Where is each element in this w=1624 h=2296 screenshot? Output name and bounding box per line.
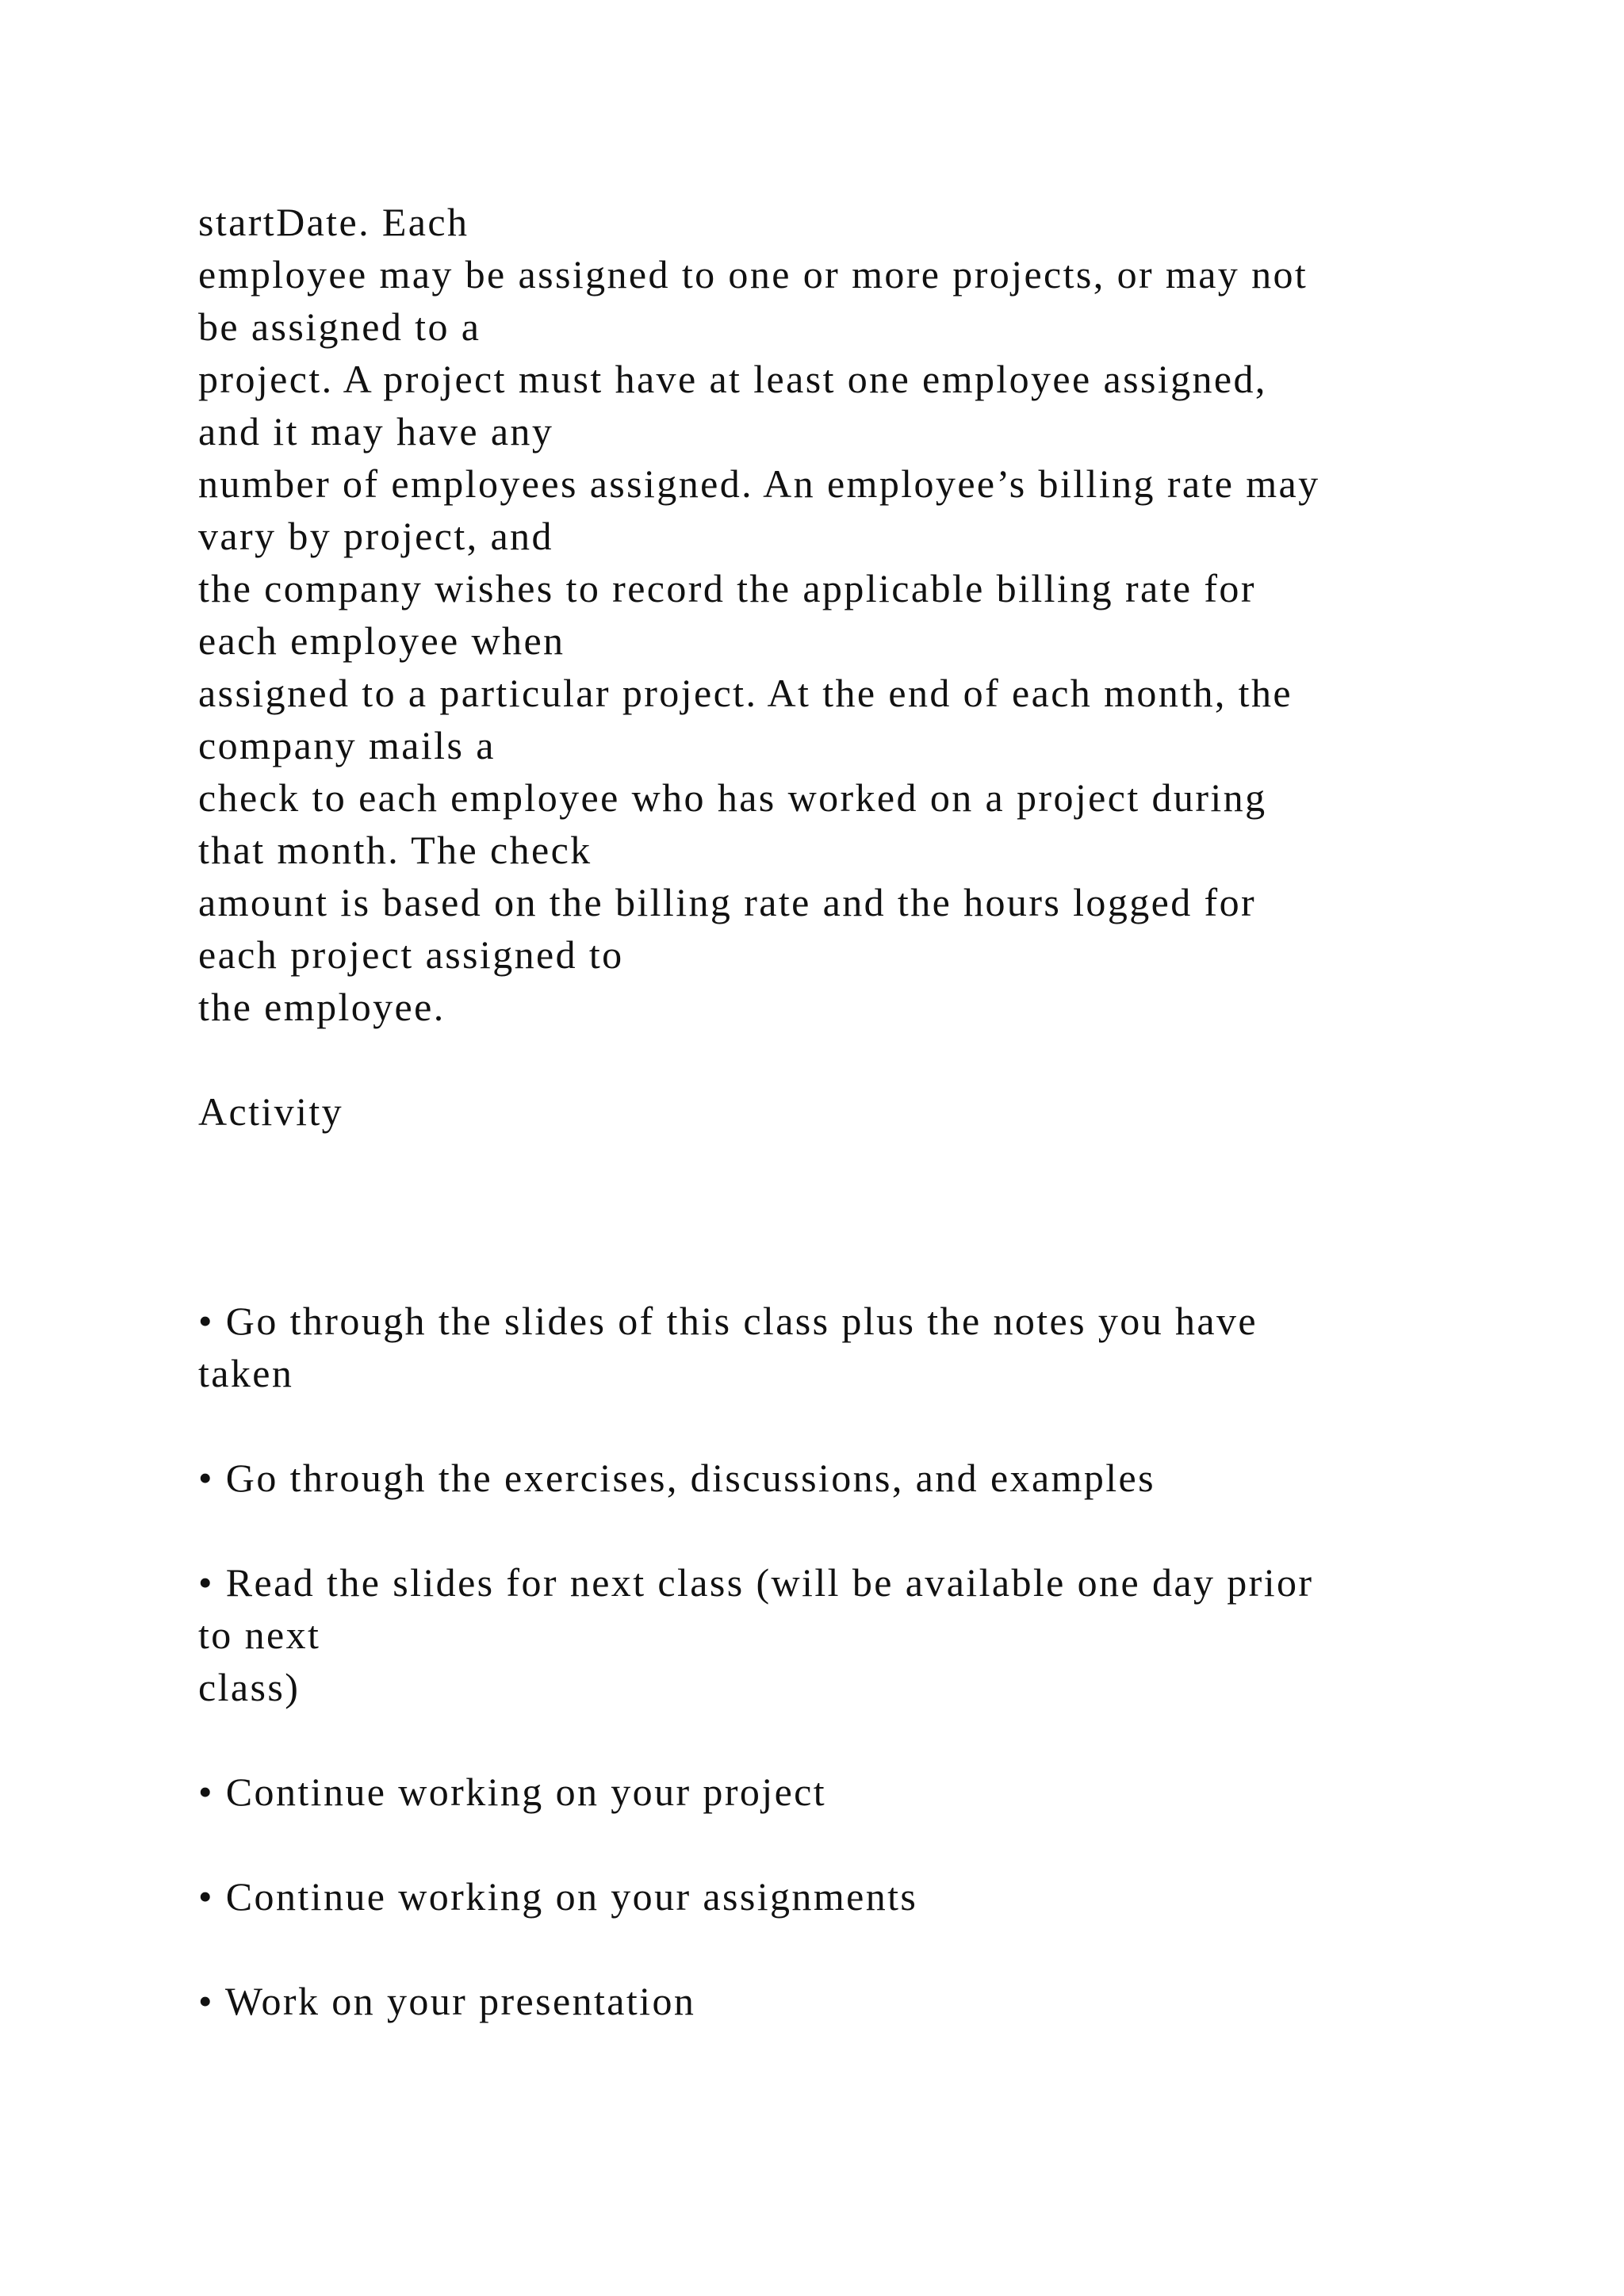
spacer xyxy=(198,1190,1499,1242)
paragraph-line: check to each employee who has worked on a project during xyxy=(198,775,1267,820)
spacer xyxy=(198,1504,1499,1556)
paragraph-line: assigned to a particular project. At the end of each month, the xyxy=(198,671,1293,715)
activity-item xyxy=(198,1975,1499,2027)
activity-heading: Activity xyxy=(198,1089,344,1134)
paragraph-line: each employee when xyxy=(198,618,565,663)
paragraph-line: each project assigned to xyxy=(198,932,624,977)
paragraph-line: company mails a xyxy=(198,723,496,767)
activity-item-line: • Go through the exercises, discussions, and examples xyxy=(198,1456,1155,1500)
activity-item-line: to next xyxy=(198,1613,321,1657)
paragraph-line: amount is based on the billing rate and the hours logged for xyxy=(198,880,1257,924)
activity-item-line: • Read the slides for next class (will be available one day prior xyxy=(198,1560,1314,1605)
paragraph-line: be assigned to a xyxy=(198,304,481,349)
activity-item xyxy=(198,1766,1499,1818)
spacer xyxy=(198,1138,1499,1190)
activity-item xyxy=(198,1295,1499,1399)
activity-item xyxy=(198,1556,1499,1713)
activity-item-line: class) xyxy=(198,1665,301,1709)
paragraph-line: startDate. Each xyxy=(198,200,469,244)
paragraph-line: vary by project, and xyxy=(198,514,553,558)
activity-item xyxy=(198,1870,1499,1923)
paragraph-line: that month. The check xyxy=(198,828,592,872)
paragraph-line: and it may have any xyxy=(198,409,554,453)
paragraph-line: number of employees assigned. An employee’s billing rate may xyxy=(198,461,1320,506)
activity-item xyxy=(198,1452,1499,1504)
spacer xyxy=(198,1399,1499,1452)
paragraph-line: the company wishes to record the applicable billing rate for xyxy=(198,566,1256,610)
activity-item-line: • Go through the slides of this class plus the notes you have xyxy=(198,1299,1258,1343)
activity-item-line: taken xyxy=(198,1351,294,1395)
paragraph-line: employee may be assigned to one or more projects, or may not xyxy=(198,252,1308,297)
spacer xyxy=(198,1033,1499,1085)
description-paragraph xyxy=(198,196,1499,1033)
activity-item-line: • Work on your presentation xyxy=(198,1979,696,2023)
paragraph-line: project. A project must have at least one employee assigned, xyxy=(198,357,1267,401)
paragraph-line: the employee. xyxy=(198,985,446,1029)
activity-list xyxy=(198,1295,1499,2027)
activity-item-line: • Continue working on your project xyxy=(198,1770,827,1814)
activity-item-line: • Continue working on your assignments xyxy=(198,1874,918,1919)
document-text xyxy=(198,196,1499,2027)
spacer xyxy=(198,1713,1499,1766)
spacer xyxy=(198,1242,1499,1295)
spacer xyxy=(198,1818,1499,1870)
spacer xyxy=(198,1923,1499,1975)
